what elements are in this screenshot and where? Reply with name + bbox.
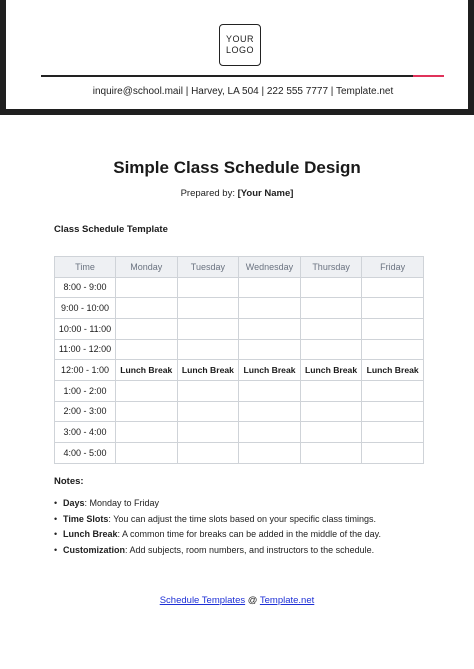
schedule-cell	[116, 422, 178, 443]
schedule-cell	[239, 298, 301, 319]
schedule-cell	[177, 339, 239, 360]
time-cell: 11:00 - 12:00	[55, 339, 116, 360]
schedule-templates-link[interactable]: Schedule Templates	[159, 595, 246, 606]
prepared-by-label: Prepared by:	[180, 188, 235, 199]
letterhead	[0, 0, 474, 115]
schedule-cell	[362, 318, 424, 339]
logo-text-line2: LOGO	[225, 45, 254, 55]
bullet-icon: •	[54, 529, 58, 539]
schedule-cell	[116, 401, 178, 422]
schedule-cell	[300, 339, 362, 360]
schedule-cell	[177, 422, 239, 443]
schedule-cell: Lunch Break	[362, 360, 424, 381]
section-title: Class Schedule Template	[54, 224, 168, 235]
time-cell: 1:00 - 2:00	[55, 380, 116, 401]
note-term: Lunch Break	[63, 529, 118, 539]
column-header-monday: Monday	[116, 257, 178, 278]
note-term: Days	[63, 498, 85, 508]
schedule-cell	[177, 380, 239, 401]
schedule-cell	[239, 443, 301, 464]
list-item	[54, 528, 454, 544]
time-cell: 9:00 - 10:00	[55, 298, 116, 319]
schedule-cell	[177, 443, 239, 464]
schedule-cell	[116, 277, 178, 298]
schedule-cell	[300, 380, 362, 401]
time-cell: 4:00 - 5:00	[55, 443, 116, 464]
header-divider-accent	[413, 75, 444, 77]
schedule-cell	[239, 318, 301, 339]
schedule-cell	[362, 401, 424, 422]
schedule-cell	[362, 277, 424, 298]
schedule-table	[54, 256, 424, 464]
schedule-cell	[239, 422, 301, 443]
schedule-cell	[362, 443, 424, 464]
schedule-cell: Lunch Break	[239, 360, 301, 381]
note-text: : You can adjust the time slots based on your specific class timings.	[108, 513, 376, 524]
notes-list	[54, 497, 454, 559]
contact-info: inquire@school.mail | Harvey, LA 504 | 222 555 7777 | Template.net	[92, 86, 394, 97]
schedule-cell	[177, 277, 239, 298]
footer	[0, 595, 474, 606]
table-row	[55, 339, 424, 360]
schedule-cell	[300, 401, 362, 422]
table-row	[55, 298, 424, 319]
schedule-cell	[300, 318, 362, 339]
list-item	[54, 513, 454, 529]
schedule-cell	[116, 339, 178, 360]
header-divider	[41, 75, 413, 77]
prepared-by-name: [Your Name]	[237, 188, 294, 199]
table-row	[55, 277, 424, 298]
table-row	[55, 401, 424, 422]
note-text: : A common time for breaks can be added in the middle of the day.	[117, 529, 381, 539]
schedule-cell	[239, 339, 301, 360]
schedule-cell	[116, 318, 178, 339]
time-cell: 2:00 - 3:00	[55, 401, 116, 422]
table-row	[55, 422, 424, 443]
schedule-cell: Lunch Break	[300, 360, 362, 381]
note-text: : Add subjects, room numbers, and instructors to the schedule.	[125, 544, 375, 555]
schedule-cell	[362, 298, 424, 319]
schedule-cell	[116, 380, 178, 401]
table-row	[55, 443, 424, 464]
column-header-friday: Friday	[362, 257, 424, 278]
column-header-time: Time	[55, 257, 116, 278]
time-cell: 8:00 - 9:00	[55, 277, 116, 298]
schedule-cell	[239, 277, 301, 298]
table-row	[55, 380, 424, 401]
footer-separator: @	[245, 595, 260, 606]
column-header-thursday: Thursday	[300, 257, 362, 278]
schedule-cell: Lunch Break	[177, 360, 239, 381]
note-term: Time Slots	[63, 513, 109, 524]
time-cell: 12:00 - 1:00	[55, 360, 116, 381]
schedule-cell	[362, 380, 424, 401]
schedule-cell	[300, 298, 362, 319]
document-title: Simple Class Schedule Design	[113, 158, 361, 177]
notes-title: Notes:	[54, 476, 84, 487]
schedule-cell	[300, 277, 362, 298]
table-row	[55, 360, 424, 381]
prepared-by	[0, 188, 474, 199]
schedule-cell	[300, 422, 362, 443]
schedule-cell	[362, 339, 424, 360]
template-net-link[interactable]: Template.net	[259, 595, 315, 606]
schedule-cell	[116, 298, 178, 319]
note-term: Customization	[63, 544, 125, 555]
schedule-cell	[177, 298, 239, 319]
bullet-icon: •	[54, 513, 58, 524]
schedule-cell	[239, 401, 301, 422]
time-cell: 3:00 - 4:00	[55, 422, 116, 443]
schedule-cell	[116, 443, 178, 464]
bullet-icon: •	[54, 544, 58, 555]
logo-placeholder	[219, 24, 261, 66]
schedule-cell	[362, 422, 424, 443]
bullet-icon: •	[54, 498, 58, 508]
table-header-row	[55, 257, 424, 278]
note-text: : Monday to Friday	[84, 498, 160, 508]
logo-text-line1: YOUR	[225, 34, 254, 44]
column-header-wednesday: Wednesday	[239, 257, 301, 278]
schedule-cell	[177, 318, 239, 339]
schedule-cell	[239, 380, 301, 401]
schedule-cell	[300, 443, 362, 464]
list-item	[54, 497, 454, 513]
schedule-cell	[177, 401, 239, 422]
time-cell: 10:00 - 11:00	[55, 318, 116, 339]
table-row	[55, 318, 424, 339]
schedule-cell: Lunch Break	[116, 360, 178, 381]
list-item	[54, 544, 454, 560]
column-header-tuesday: Tuesday	[177, 257, 239, 278]
